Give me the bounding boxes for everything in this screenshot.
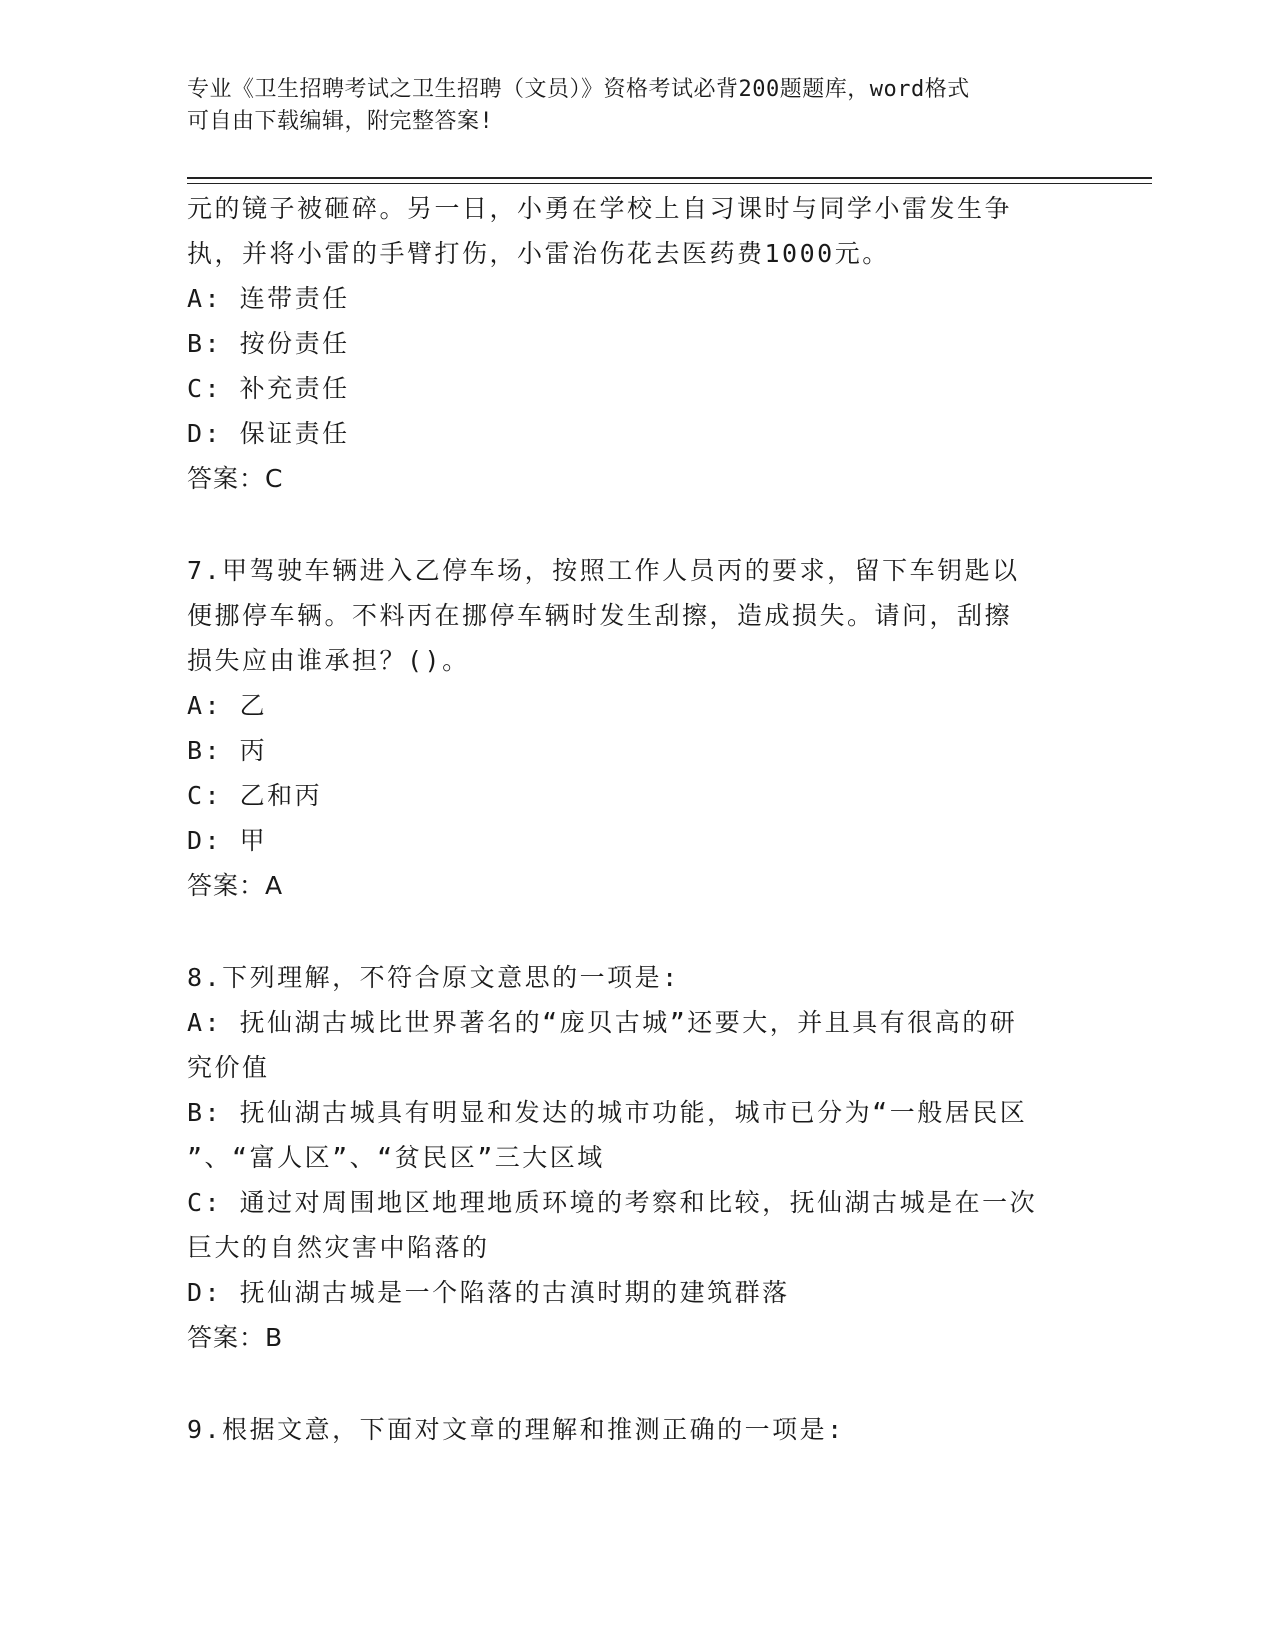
question-stem-line: 执，并将小雷的手臂打伤，小雷治伤花去医药费1000元。 xyxy=(187,239,890,268)
option-a-continued: 究价值 xyxy=(187,1053,270,1082)
question-7 xyxy=(187,548,1067,909)
option-b-continued: ”、“富人区”、“贫民区”三大区域 xyxy=(187,1143,605,1172)
question-stem-line: 8.下列理解，不符合原文意思的一项是: xyxy=(187,963,680,992)
question-stem-line: 元的镜子被砸碎。另一日，小勇在学校上自习课时与同学小雷发生争 xyxy=(187,194,1013,223)
question-9 xyxy=(187,1407,1067,1452)
question-8 xyxy=(187,955,1067,1361)
question-stem-line: 便挪停车辆。不料丙在挪停车辆时发生刮擦，造成损失。请问，刮擦 xyxy=(187,601,1013,630)
header-line-2: 可自由下载编辑，附完整答案! xyxy=(187,109,494,134)
option-d: D: 抚仙湖古城是一个陷落的古滇时期的建筑群落 xyxy=(187,1278,790,1307)
option-b: B: 按份责任 xyxy=(187,329,350,358)
header-line-1: 专业《卫生招聘考试之卫生招聘（文员）》资格考试必背200题题库，word格式 xyxy=(187,77,970,102)
option-d: D: 保证责任 xyxy=(187,419,350,448)
answer-line: 答案：A xyxy=(187,871,284,900)
question-spacer xyxy=(187,502,1067,548)
question-spacer xyxy=(187,1361,1067,1407)
option-a: A: 抚仙湖古城比世界著名的“庞贝古城”还要大，并且具有很高的研 xyxy=(187,1008,1018,1037)
option-c-continued: 巨大的自然灾害中陷落的 xyxy=(187,1233,490,1262)
question-stem-line: 7.甲驾驶车辆进入乙停车场，按照工作人员丙的要求，留下车钥匙以 xyxy=(187,556,1020,585)
option-b: B: 丙 xyxy=(187,736,268,765)
question-spacer xyxy=(187,909,1067,955)
question-6 xyxy=(187,186,1067,502)
option-c: C: 通过对周围地区地理地质环境的考察和比较，抚仙湖古城是在一次 xyxy=(187,1188,1038,1217)
document-header xyxy=(187,74,1067,138)
option-b: B: 抚仙湖古城具有明显和发达的城市功能，城市已分为“一般居民区 xyxy=(187,1098,1028,1127)
option-d: D: 甲 xyxy=(187,826,268,855)
question-stem-line: 9.根据文意，下面对文章的理解和推测正确的一项是: xyxy=(187,1415,845,1444)
header-divider-thin xyxy=(187,183,1152,184)
option-a: A: 连带责任 xyxy=(187,284,350,313)
answer-line: 答案：C xyxy=(187,464,284,493)
question-stem-line: 损失应由谁承担？()。 xyxy=(187,646,470,675)
option-a: A: 乙 xyxy=(187,691,268,720)
option-c: C: 补充责任 xyxy=(187,374,350,403)
answer-line: 答案：B xyxy=(187,1323,284,1352)
option-c: C: 乙和丙 xyxy=(187,781,323,810)
question-content xyxy=(187,186,1067,1452)
header-divider-thick xyxy=(187,177,1152,179)
